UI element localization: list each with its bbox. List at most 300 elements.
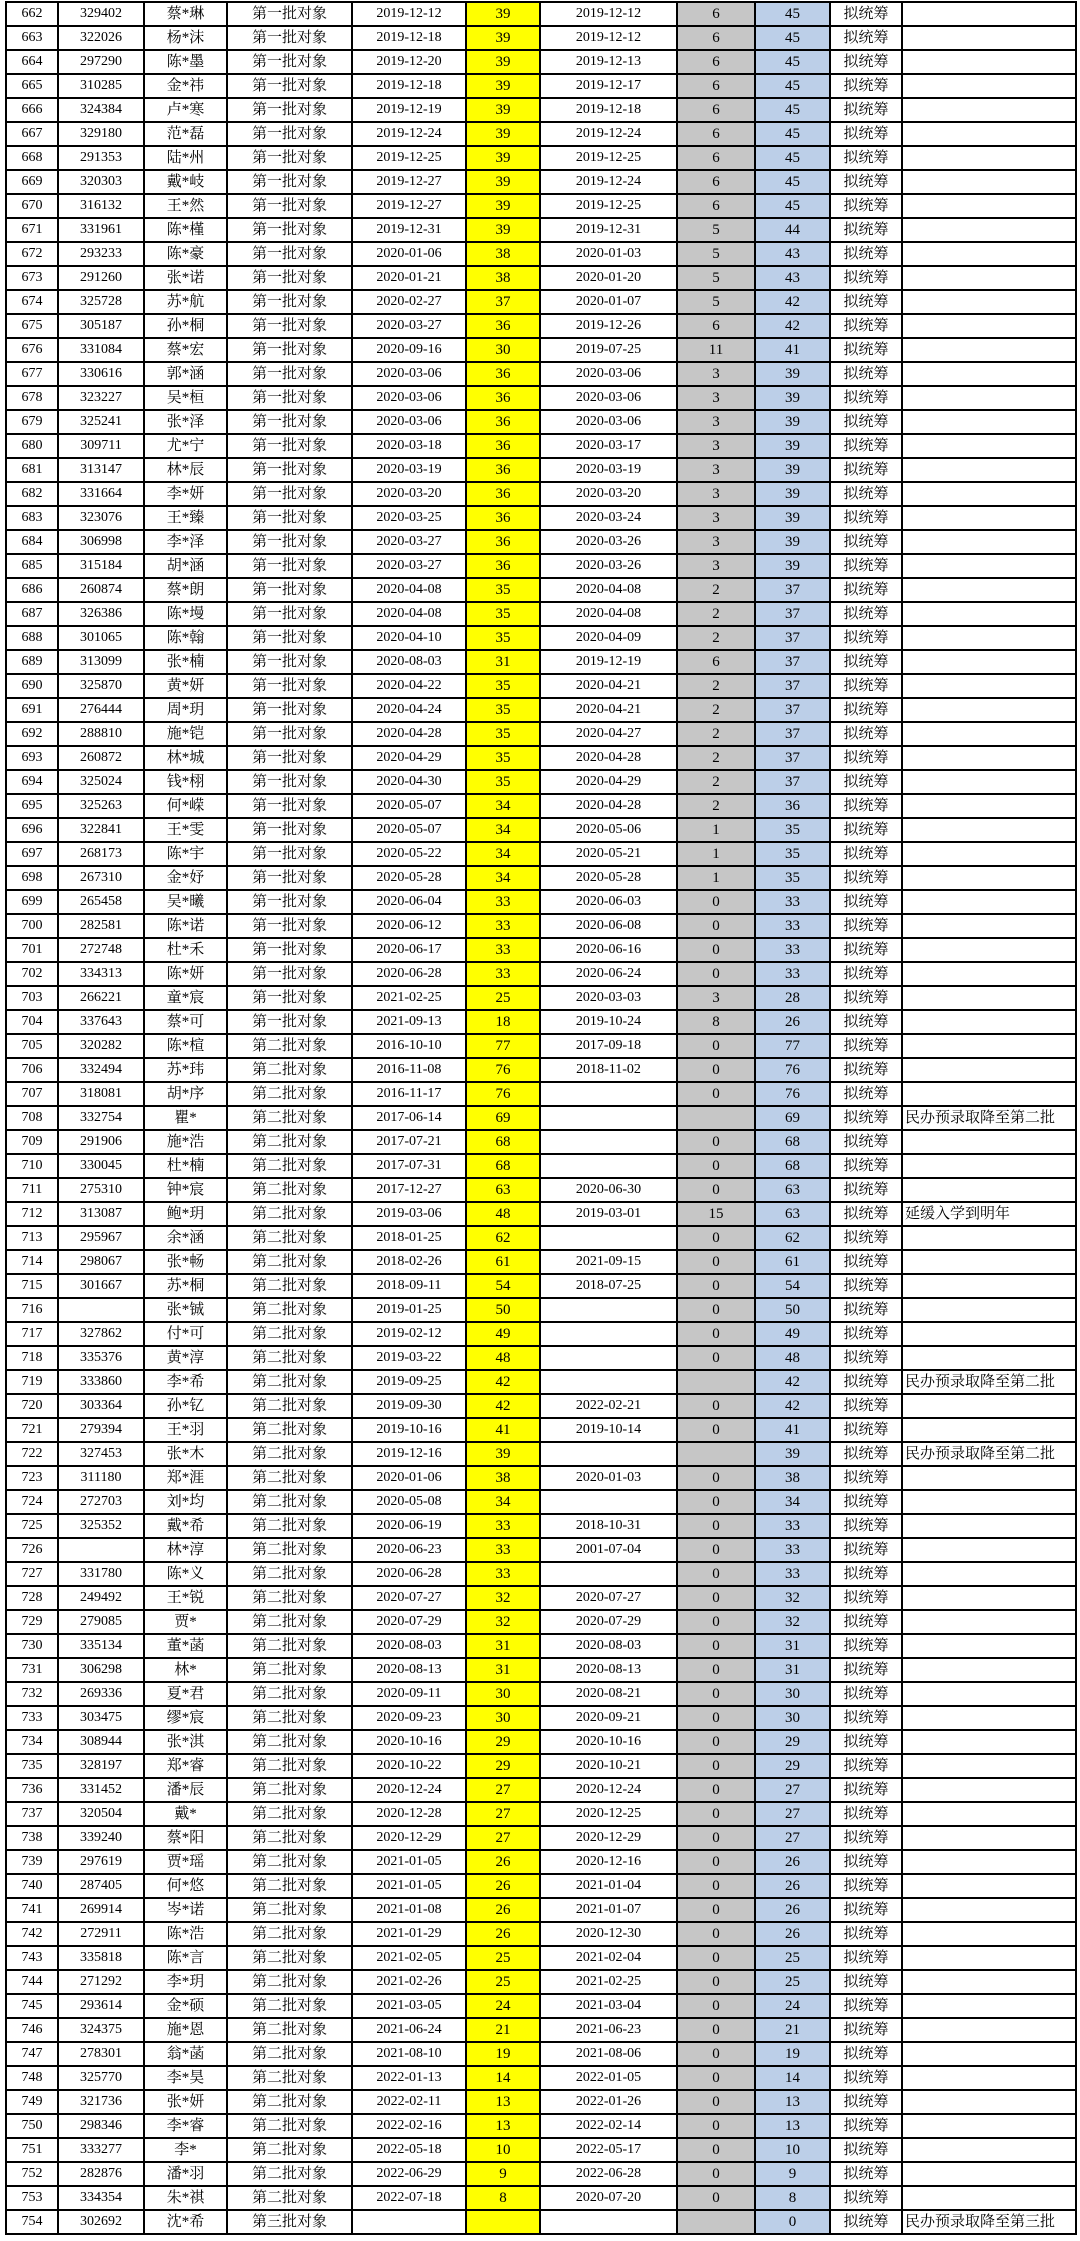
cell-name: 王*羽	[144, 1418, 227, 1442]
cell-code: 303364	[58, 1394, 144, 1418]
cell-no: 717	[6, 1322, 58, 1346]
cell-name: 陈*妍	[144, 962, 227, 986]
cell-reg_date: 2019-12-27	[352, 194, 466, 218]
cell-category: 第二批对象	[227, 1202, 352, 1226]
cell-category: 第二批对象	[227, 2186, 352, 2210]
cell-category: 第二批对象	[227, 1658, 352, 1682]
cell-months: 33	[466, 914, 540, 938]
cell-code: 321736	[58, 2090, 144, 2114]
cell-extra_months: 3	[677, 506, 755, 530]
cell-months: 33	[466, 1538, 540, 1562]
cell-months: 35	[466, 722, 540, 746]
cell-name: 李*睿	[144, 2114, 227, 2138]
cell-total_months: 35	[755, 842, 830, 866]
cell-months: 26	[466, 1874, 540, 1898]
cell-code: 325024	[58, 770, 144, 794]
cell-remark	[902, 1466, 1076, 1490]
cell-no: 714	[6, 1250, 58, 1274]
cell-status: 拟统筹	[830, 482, 902, 506]
cell-code: 331780	[58, 1562, 144, 1586]
cell-no: 681	[6, 458, 58, 482]
cell-name: 卢*寒	[144, 98, 227, 122]
cell-code: 268173	[58, 842, 144, 866]
cell-code: 320282	[58, 1034, 144, 1058]
cell-reg_date: 2020-12-29	[352, 1826, 466, 1850]
cell-code: 291353	[58, 146, 144, 170]
cell-total_months: 42	[755, 1394, 830, 1418]
cell-total_months: 43	[755, 242, 830, 266]
cell-reg_date	[352, 2210, 466, 2234]
cell-status: 拟统筹	[830, 1370, 902, 1394]
table-row	[6, 674, 1076, 698]
cell-no: 734	[6, 1730, 58, 1754]
enrollment-table-sheet	[5, 1, 1077, 2235]
cell-category: 第二批对象	[227, 1778, 352, 1802]
cell-no: 678	[6, 386, 58, 410]
cell-remark	[902, 1730, 1076, 1754]
cell-no: 703	[6, 986, 58, 1010]
cell-alt_date: 2020-01-20	[540, 266, 677, 290]
cell-name: 缪*宸	[144, 1706, 227, 1730]
cell-code: 318081	[58, 1082, 144, 1106]
table-row	[6, 1394, 1076, 1418]
cell-no: 701	[6, 938, 58, 962]
cell-reg_date: 2019-12-27	[352, 170, 466, 194]
cell-extra_months: 0	[677, 1466, 755, 1490]
cell-alt_date: 2020-04-09	[540, 626, 677, 650]
cell-remark	[902, 1562, 1076, 1586]
cell-status: 拟统筹	[830, 1826, 902, 1850]
cell-extra_months: 0	[677, 1994, 755, 2018]
cell-name: 杨*沫	[144, 26, 227, 50]
cell-code: 332494	[58, 1058, 144, 1082]
cell-category: 第二批对象	[227, 1298, 352, 1322]
cell-status: 拟统筹	[830, 1658, 902, 1682]
cell-code: 327453	[58, 1442, 144, 1466]
cell-months: 76	[466, 1082, 540, 1106]
cell-name: 沈*希	[144, 2210, 227, 2234]
cell-status: 拟统筹	[830, 1970, 902, 1994]
cell-status: 拟统筹	[830, 26, 902, 50]
cell-name: 郭*涵	[144, 362, 227, 386]
cell-total_months: 77	[755, 1034, 830, 1058]
cell-extra_months: 0	[677, 1586, 755, 1610]
cell-extra_months: 0	[677, 1754, 755, 1778]
cell-name: 范*磊	[144, 122, 227, 146]
cell-alt_date: 2020-05-28	[540, 866, 677, 890]
cell-no: 718	[6, 1346, 58, 1370]
cell-no: 677	[6, 362, 58, 386]
cell-months: 38	[466, 242, 540, 266]
cell-alt_date: 2019-12-26	[540, 314, 677, 338]
cell-reg_date: 2020-06-17	[352, 938, 466, 962]
cell-code: 297619	[58, 1850, 144, 1874]
cell-alt_date: 2022-05-17	[540, 2138, 677, 2162]
cell-total_months: 45	[755, 170, 830, 194]
cell-alt_date: 2020-03-06	[540, 410, 677, 434]
cell-extra_months: 2	[677, 626, 755, 650]
cell-remark	[902, 1394, 1076, 1418]
cell-status: 拟统筹	[830, 50, 902, 74]
cell-reg_date: 2020-03-25	[352, 506, 466, 530]
cell-category: 第一批对象	[227, 602, 352, 626]
table-row	[6, 818, 1076, 842]
cell-category: 第一批对象	[227, 770, 352, 794]
cell-status: 拟统筹	[830, 626, 902, 650]
cell-months: 36	[466, 482, 540, 506]
cell-remark	[902, 578, 1076, 602]
cell-months: 29	[466, 1754, 540, 1778]
table-row	[6, 1994, 1076, 2018]
cell-months: 48	[466, 1202, 540, 1226]
cell-extra_months: 3	[677, 386, 755, 410]
cell-status: 拟统筹	[830, 2066, 902, 2090]
cell-no: 752	[6, 2162, 58, 2186]
cell-months: 35	[466, 746, 540, 770]
cell-months: 36	[466, 410, 540, 434]
cell-months: 39	[466, 26, 540, 50]
cell-months: 35	[466, 674, 540, 698]
cell-remark	[902, 506, 1076, 530]
cell-code: 269336	[58, 1682, 144, 1706]
cell-name: 金*硕	[144, 1994, 227, 2018]
cell-reg_date: 2020-04-24	[352, 698, 466, 722]
cell-months: 62	[466, 1226, 540, 1250]
cell-status: 拟统筹	[830, 2162, 902, 2186]
cell-reg_date: 2020-06-28	[352, 1562, 466, 1586]
cell-months: 38	[466, 1466, 540, 1490]
cell-reg_date: 2019-02-12	[352, 1322, 466, 1346]
cell-no: 748	[6, 2066, 58, 2090]
cell-total_months: 35	[755, 818, 830, 842]
cell-total_months: 63	[755, 1202, 830, 1226]
cell-extra_months: 5	[677, 242, 755, 266]
cell-category: 第二批对象	[227, 1898, 352, 1922]
cell-extra_months: 6	[677, 146, 755, 170]
cell-name: 尤*宁	[144, 434, 227, 458]
cell-code: 260872	[58, 746, 144, 770]
cell-name: 鲍*玥	[144, 1202, 227, 1226]
cell-no: 739	[6, 1850, 58, 1874]
cell-status: 拟统筹	[830, 890, 902, 914]
cell-months: 42	[466, 1370, 540, 1394]
cell-total_months: 32	[755, 1586, 830, 1610]
cell-name: 朱*祺	[144, 2186, 227, 2210]
table-row	[6, 2066, 1076, 2090]
cell-code: 298067	[58, 1250, 144, 1274]
table-row	[6, 2210, 1076, 2234]
cell-reg_date: 2019-12-25	[352, 146, 466, 170]
table-row	[6, 1466, 1076, 1490]
cell-extra_months: 0	[677, 1538, 755, 1562]
cell-reg_date: 2020-04-10	[352, 626, 466, 650]
cell-name: 张*铖	[144, 1298, 227, 1322]
cell-alt_date: 2020-08-13	[540, 1658, 677, 1682]
table-row	[6, 218, 1076, 242]
cell-remark	[902, 362, 1076, 386]
cell-code: 306998	[58, 530, 144, 554]
cell-no: 700	[6, 914, 58, 938]
cell-status: 拟统筹	[830, 1802, 902, 1826]
cell-reg_date: 2016-11-17	[352, 1082, 466, 1106]
cell-remark	[902, 1298, 1076, 1322]
cell-code: 325241	[58, 410, 144, 434]
cell-no: 712	[6, 1202, 58, 1226]
cell-total_months: 45	[755, 194, 830, 218]
cell-remark	[902, 1226, 1076, 1250]
cell-no: 711	[6, 1178, 58, 1202]
table-row	[6, 602, 1076, 626]
cell-extra_months: 0	[677, 1922, 755, 1946]
cell-alt_date: 2019-12-24	[540, 170, 677, 194]
table-row	[6, 2114, 1076, 2138]
cell-alt_date: 2018-10-31	[540, 1514, 677, 1538]
cell-total_months: 10	[755, 2138, 830, 2162]
cell-reg_date: 2017-06-14	[352, 1106, 466, 1130]
cell-name: 付*可	[144, 1322, 227, 1346]
cell-reg_date: 2021-06-24	[352, 2018, 466, 2042]
cell-extra_months: 0	[677, 1298, 755, 1322]
cell-extra_months: 6	[677, 314, 755, 338]
cell-name: 张*诺	[144, 266, 227, 290]
cell-name: 陈*墨	[144, 50, 227, 74]
cell-status: 拟统筹	[830, 266, 902, 290]
cell-remark	[902, 1898, 1076, 1922]
table-row	[6, 1442, 1076, 1466]
cell-alt_date: 2021-02-25	[540, 1970, 677, 1994]
cell-remark	[902, 698, 1076, 722]
cell-remark	[902, 2042, 1076, 2066]
cell-alt_date: 2020-04-28	[540, 794, 677, 818]
cell-status: 拟统筹	[830, 1322, 902, 1346]
cell-reg_date: 2022-02-11	[352, 2090, 466, 2114]
cell-extra_months: 1	[677, 818, 755, 842]
cell-total_months: 33	[755, 1562, 830, 1586]
cell-no: 742	[6, 1922, 58, 1946]
cell-total_months: 69	[755, 1106, 830, 1130]
table-row	[6, 938, 1076, 962]
cell-category: 第一批对象	[227, 578, 352, 602]
cell-status: 拟统筹	[830, 866, 902, 890]
table-row	[6, 914, 1076, 938]
cell-months: 13	[466, 2114, 540, 2138]
cell-no: 689	[6, 650, 58, 674]
cell-reg_date: 2020-01-06	[352, 1466, 466, 1490]
cell-status: 拟统筹	[830, 122, 902, 146]
cell-total_months: 45	[755, 26, 830, 50]
cell-status: 拟统筹	[830, 242, 902, 266]
cell-code: 269914	[58, 1898, 144, 1922]
cell-status: 拟统筹	[830, 458, 902, 482]
cell-code: 295967	[58, 1226, 144, 1250]
cell-category: 第一批对象	[227, 722, 352, 746]
cell-name: 施*浩	[144, 1130, 227, 1154]
cell-name: 潘*羽	[144, 2162, 227, 2186]
cell-total_months: 33	[755, 1538, 830, 1562]
cell-status: 拟统筹	[830, 2186, 902, 2210]
cell-extra_months: 0	[677, 2018, 755, 2042]
cell-status: 拟统筹	[830, 1778, 902, 1802]
cell-remark	[902, 26, 1076, 50]
cell-category: 第二批对象	[227, 1394, 352, 1418]
cell-code: 325352	[58, 1514, 144, 1538]
cell-no: 708	[6, 1106, 58, 1130]
cell-alt_date: 2019-12-25	[540, 146, 677, 170]
cell-alt_date	[540, 1154, 677, 1178]
cell-name: 施*恩	[144, 2018, 227, 2042]
cell-months: 35	[466, 770, 540, 794]
cell-name: 陈*楦	[144, 1034, 227, 1058]
table-row	[6, 2162, 1076, 2186]
cell-status: 拟统筹	[830, 1994, 902, 2018]
table-row	[6, 1802, 1076, 1826]
cell-code: 325263	[58, 794, 144, 818]
cell-alt_date: 2022-01-05	[540, 2066, 677, 2090]
cell-reg_date: 2020-03-06	[352, 410, 466, 434]
cell-category: 第一批对象	[227, 698, 352, 722]
cell-name: 戴*	[144, 1802, 227, 1826]
cell-months: 31	[466, 650, 540, 674]
cell-reg_date: 2020-12-24	[352, 1778, 466, 1802]
cell-status: 拟统筹	[830, 1106, 902, 1130]
cell-remark	[902, 602, 1076, 626]
cell-name: 陈*浩	[144, 1922, 227, 1946]
cell-no: 666	[6, 98, 58, 122]
cell-name: 蔡*琳	[144, 2, 227, 26]
table-row	[6, 1274, 1076, 1298]
cell-extra_months: 0	[677, 1490, 755, 1514]
cell-reg_date: 2021-01-05	[352, 1874, 466, 1898]
cell-alt_date: 2020-08-21	[540, 1682, 677, 1706]
cell-no: 710	[6, 1154, 58, 1178]
cell-code: 339240	[58, 1826, 144, 1850]
table-row	[6, 1946, 1076, 1970]
cell-total_months: 36	[755, 794, 830, 818]
table-row	[6, 506, 1076, 530]
table-row	[6, 314, 1076, 338]
cell-months: 39	[466, 2, 540, 26]
cell-total_months: 33	[755, 890, 830, 914]
table-row	[6, 1010, 1076, 1034]
cell-remark	[902, 1490, 1076, 1514]
cell-months: 36	[466, 506, 540, 530]
cell-reg_date: 2020-04-22	[352, 674, 466, 698]
cell-alt_date	[540, 1346, 677, 1370]
cell-months: 48	[466, 1346, 540, 1370]
cell-name: 李*妍	[144, 482, 227, 506]
cell-total_months: 25	[755, 1946, 830, 1970]
cell-extra_months: 5	[677, 266, 755, 290]
cell-status: 拟统筹	[830, 506, 902, 530]
cell-total_months: 38	[755, 1466, 830, 1490]
cell-status: 拟统筹	[830, 986, 902, 1010]
cell-months: 36	[466, 314, 540, 338]
cell-extra_months: 0	[677, 890, 755, 914]
cell-months: 31	[466, 1634, 540, 1658]
cell-reg_date: 2020-12-28	[352, 1802, 466, 1826]
cell-name: 林*淳	[144, 1538, 227, 1562]
cell-code: 322026	[58, 26, 144, 50]
cell-total_months: 37	[755, 698, 830, 722]
cell-total_months: 39	[755, 362, 830, 386]
cell-remark	[902, 98, 1076, 122]
table-row	[6, 1538, 1076, 1562]
cell-name: 蔡*阳	[144, 1826, 227, 1850]
cell-status: 拟统筹	[830, 1346, 902, 1370]
cell-months: 14	[466, 2066, 540, 2090]
cell-name: 童*宸	[144, 986, 227, 1010]
table-row	[6, 2186, 1076, 2210]
cell-total_months: 63	[755, 1178, 830, 1202]
cell-alt_date: 2021-03-04	[540, 1994, 677, 2018]
cell-remark	[902, 1970, 1076, 1994]
cell-category: 第二批对象	[227, 1586, 352, 1610]
cell-code: 293233	[58, 242, 144, 266]
cell-no: 733	[6, 1706, 58, 1730]
cell-total_months: 45	[755, 146, 830, 170]
table-row	[6, 1202, 1076, 1226]
cell-code: 309711	[58, 434, 144, 458]
cell-remark	[902, 986, 1076, 1010]
table-row	[6, 26, 1076, 50]
cell-name: 金*祎	[144, 74, 227, 98]
cell-months: 36	[466, 554, 540, 578]
cell-alt_date: 2020-06-16	[540, 938, 677, 962]
cell-alt_date: 2020-07-29	[540, 1610, 677, 1634]
cell-remark	[902, 554, 1076, 578]
cell-total_months: 25	[755, 1970, 830, 1994]
cell-total_months: 30	[755, 1682, 830, 1706]
cell-remark: 民办预录取降至第二批	[902, 1442, 1076, 1466]
table-row	[6, 290, 1076, 314]
cell-reg_date: 2021-08-10	[352, 2042, 466, 2066]
cell-reg_date: 2020-05-28	[352, 866, 466, 890]
cell-reg_date: 2020-04-08	[352, 602, 466, 626]
cell-reg_date: 2019-09-25	[352, 1370, 466, 1394]
cell-code: 302692	[58, 2210, 144, 2234]
cell-months: 26	[466, 1898, 540, 1922]
cell-months: 33	[466, 1514, 540, 1538]
cell-category: 第二批对象	[227, 1178, 352, 1202]
cell-category: 第一批对象	[227, 218, 352, 242]
cell-name: 李*昊	[144, 2066, 227, 2090]
cell-status: 拟统筹	[830, 1442, 902, 1466]
cell-name: 胡*涵	[144, 554, 227, 578]
cell-alt_date: 2019-12-12	[540, 2, 677, 26]
cell-category: 第二批对象	[227, 1970, 352, 1994]
cell-total_months: 21	[755, 2018, 830, 2042]
cell-no: 749	[6, 2090, 58, 2114]
cell-no: 697	[6, 842, 58, 866]
cell-no: 724	[6, 1490, 58, 1514]
cell-extra_months: 0	[677, 1850, 755, 1874]
cell-name: 孙*桐	[144, 314, 227, 338]
cell-code: 337643	[58, 1010, 144, 1034]
cell-remark	[902, 1634, 1076, 1658]
cell-category: 第一批对象	[227, 98, 352, 122]
cell-alt_date: 2022-02-14	[540, 2114, 677, 2138]
cell-name: 吴*桓	[144, 386, 227, 410]
cell-extra_months: 0	[677, 2138, 755, 2162]
table-row	[6, 122, 1076, 146]
cell-extra_months: 6	[677, 122, 755, 146]
table-row	[6, 2138, 1076, 2162]
cell-alt_date: 2019-12-19	[540, 650, 677, 674]
cell-remark	[902, 410, 1076, 434]
cell-code: 272748	[58, 938, 144, 962]
cell-months: 42	[466, 1394, 540, 1418]
cell-months: 77	[466, 1034, 540, 1058]
